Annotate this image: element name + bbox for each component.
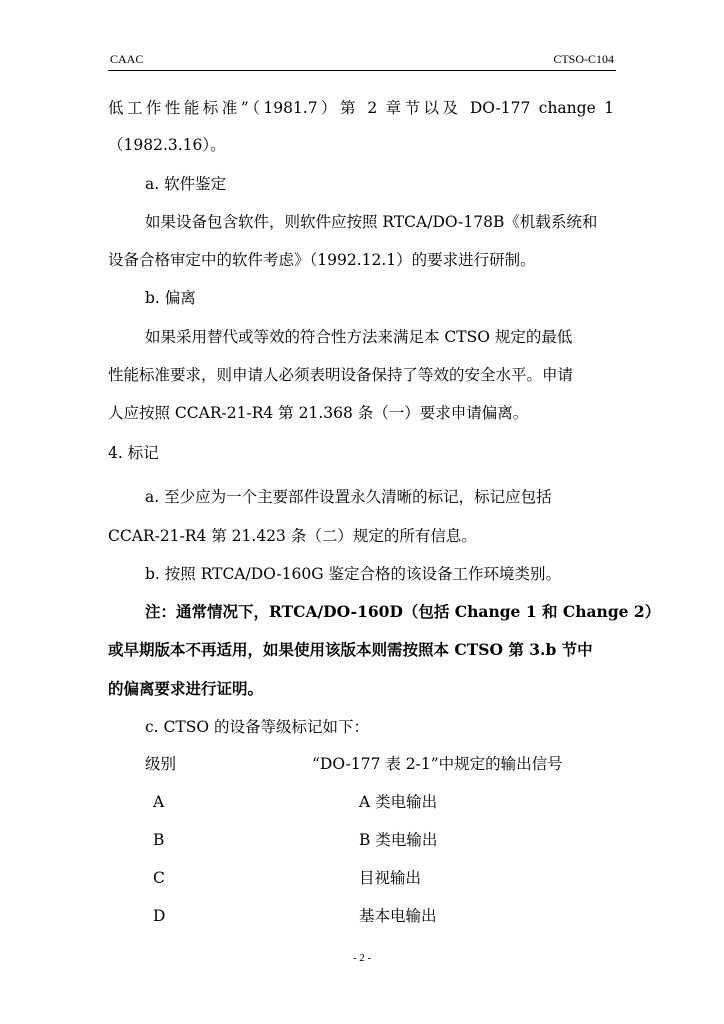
paragraph-line: a. 至少应为一个主要部件设置永久清晰的标记，标记应包括	[145, 488, 552, 506]
paragraph-line: 如果设备包含软件，则软件应按照 RTCA/DO-178B《机载系统和	[145, 213, 598, 231]
table-cell-signal: B 类电输出	[359, 831, 438, 849]
table-header-signal: “DO-177 表 2-1”中规定的输出信号	[312, 755, 563, 773]
section-heading: b. 偏离	[145, 289, 196, 307]
table-cell-grade: A	[153, 793, 165, 811]
paragraph-line: CCAR-21-R4 第 21.423 条（二）规定的所有信息。	[108, 527, 477, 545]
paragraph-line: 低工作性能标准”（1981.7）第 2 章节以及 DO-177 change 1	[108, 99, 614, 117]
table-cell-signal: A 类电输出	[359, 793, 438, 811]
note-line: 或早期版本不再适用，如果使用该版本则需按照本 CTSO 第 3.b 节中	[108, 640, 593, 659]
table-cell-grade: D	[153, 907, 166, 925]
section-heading: a. 软件鉴定	[145, 175, 227, 193]
note-line: 注：通常情况下，RTCA/DO-160D（包括 Change 1 和 Change 2）	[145, 602, 661, 621]
paragraph-line: 性能标准要求，则申请人必须表明设备保持了等效的安全水平。申请	[108, 366, 574, 384]
header-org: CAAC	[110, 52, 144, 66]
table-cell-signal: 目视输出	[359, 869, 422, 887]
header-doc-id: CTSO-C104	[553, 52, 614, 66]
note-line: 的偏离要求进行证明。	[108, 679, 264, 698]
section-heading: 4. 标记	[108, 444, 159, 462]
paragraph-line: c. CTSO 的设备等级标记如下：	[145, 718, 369, 736]
table-cell-grade: C	[153, 869, 165, 887]
table-header-grade: 级别	[145, 755, 177, 773]
table-cell-signal: 基本电输出	[359, 907, 437, 925]
paragraph-line: （1982.3.16）。	[108, 136, 226, 154]
paragraph-line: 人应按照 CCAR-21-R4 第 21.368 条（一）要求申请偏离。	[108, 404, 529, 422]
paragraph-line: 设备合格审定中的软件考虑》（1992.12.1）的要求进行研制。	[108, 251, 536, 269]
page-number: - 2 -	[352, 952, 372, 964]
paragraph-line: 如果采用替代或等效的符合性方法来满足本 CTSO 规定的最低	[145, 328, 573, 346]
page-header	[108, 52, 616, 71]
paragraph-line: b. 按照 RTCA/DO-160G 鉴定合格的该设备工作环境类别。	[145, 565, 562, 583]
table-cell-grade: B	[153, 831, 165, 849]
